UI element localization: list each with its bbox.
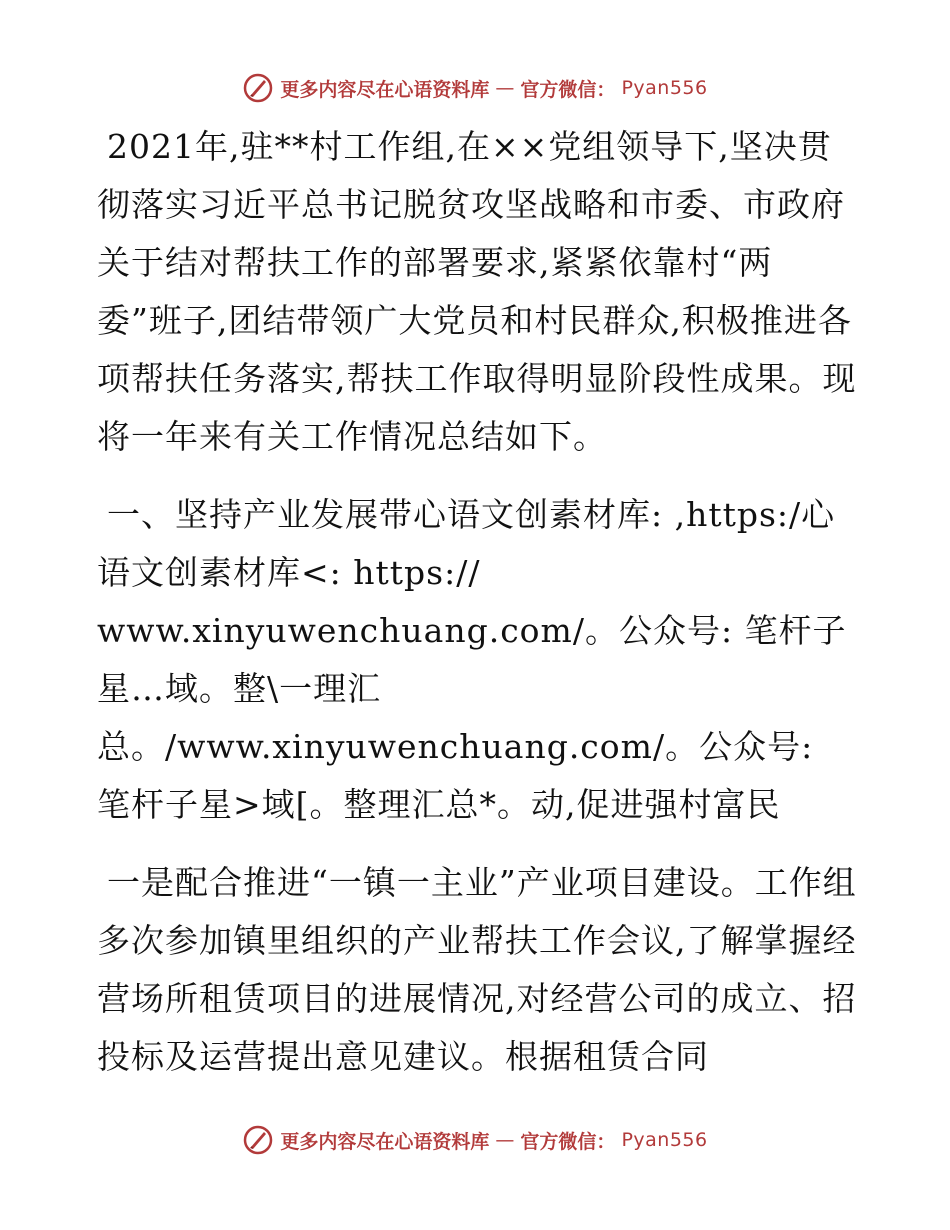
watermark-main-text: 更多内容尽在心语资料库 <box>280 78 490 101</box>
watermark-sub-text: 官方微信： <box>520 1130 616 1153</box>
feather-pen-circle-icon <box>242 72 274 104</box>
document-body <box>97 118 857 1106</box>
paragraph-section-heading: 一、坚持产业发展带心语文创素材库: ,https:/心语文创素材库<: https:// www.xinyuwenchuang.com/。公众号: 笔杆子星…域。整\一理汇总。/www.xinyuwenchuang.com/。公众号: 笔杆子星>域[。整理汇总*。动,促进强村富民 <box>97 495 847 824</box>
watermark-account: Pyan556 <box>621 77 708 99</box>
watermark-dash: — <box>495 77 515 99</box>
footer-watermark <box>0 1124 950 1156</box>
paragraph-intro: 2021年,驻**村工作组,在××党组领导下,坚决贯彻落实习近平总书记脱贫攻坚战略和市委、市政府关于结对帮扶工作的部署要求,紧紧依靠村“两委”班子,团结带领广大党员和村民群众,积极推进各项帮扶任务落实,帮扶工作取得明显阶段性成果。现将一年来有关工作情况总结如下。 <box>97 127 857 456</box>
watermark-dash: — <box>495 1129 515 1151</box>
paragraph-point-one: 一是配合推进“一镇一主业”产业项目建设。工作组多次参加镇里组织的产业帮扶工作会议,了解掌握经营场所租赁项目的进展情况,对经营公司的成立、招投标及运营提出意见建议。根据租赁合同 <box>97 863 857 1076</box>
watermark-sub-text: 官方微信： <box>520 78 616 101</box>
header-watermark <box>0 72 950 104</box>
watermark-main-text: 更多内容尽在心语资料库 <box>280 1130 490 1153</box>
feather-pen-circle-icon <box>242 1124 274 1156</box>
watermark-account: Pyan556 <box>621 1129 708 1151</box>
